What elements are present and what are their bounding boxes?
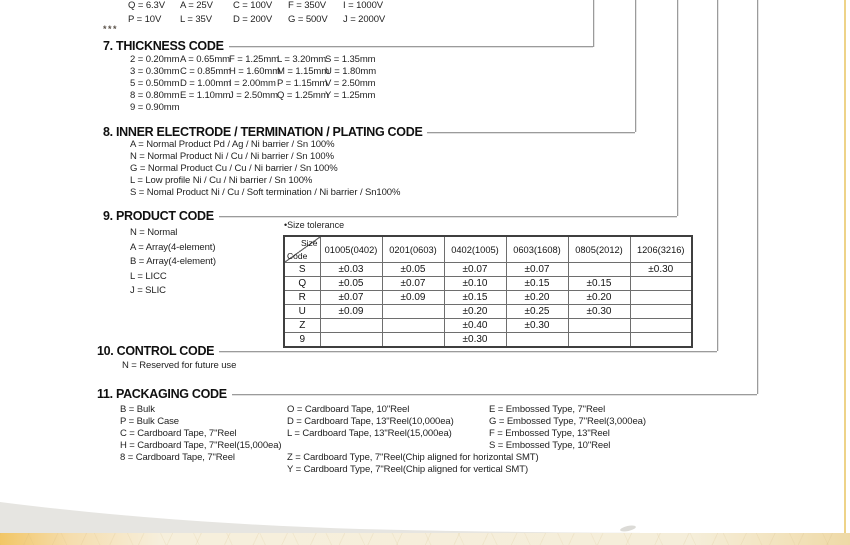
thickness-item: D = 1.00mm [180,78,232,89]
section-header-packaging [97,387,757,401]
section-title-packaging: 11. PACKAGING CODE [97,387,227,401]
table-cell: ±0.09 [320,305,382,319]
table-cell: ±0.10 [444,277,506,291]
thickness-item: F = 1.25mm [229,54,279,65]
table-row [284,263,692,277]
table-cell: ±0.05 [320,277,382,291]
thickness-item: E = 1.10mm [180,90,231,101]
control-item: N = Reserved for future use [122,360,237,371]
size-tolerance-table [283,235,693,348]
table-cell: ±0.07 [506,263,568,277]
packaging-item: Z = Cardboard Type, 7"Reel(Chip aligned for horizontal SMT) [287,452,539,463]
table-header-row [284,236,692,263]
thickness-item: Q = 1.25mm [277,90,329,101]
connector-line-control [717,0,718,351]
voltage-code-item: Q = 6.3V [128,0,165,11]
control-code-list [122,360,236,372]
row-code: S [284,263,320,277]
product-item: B = Array(4-element) [130,256,216,267]
thickness-item: C = 0.85mm [180,66,232,77]
electrode-item: L = Low profile Ni / Cu / Ni barrier / Sn 100% [130,175,313,186]
table-cell: ±0.07 [320,291,382,305]
table-corner-cell [284,236,320,263]
corner-label-code: Code [287,251,308,261]
thickness-code-list [130,54,376,114]
table-cell: ±0.05 [382,263,444,277]
table-cell: ±0.40 [444,319,506,333]
table-header-cell: 0201(0603) [382,236,444,263]
voltage-code-item: P = 10V [128,14,162,25]
thickness-item: L = 3.20mm [277,54,327,65]
page-gold-edge [844,0,846,533]
thickness-item: M = 1.15mm [277,66,330,77]
table-row [284,319,692,333]
product-item: J = SLIC [130,285,166,296]
footer-band [0,533,850,545]
packaging-col2-lower [287,452,539,476]
table-cell [382,319,444,333]
table-cell [630,305,692,319]
row-code: Z [284,319,320,333]
thickness-item: A = 0.65mm [180,54,230,65]
table-row [284,277,692,291]
thickness-row [130,90,376,102]
section-rule [232,394,757,395]
packaging-item: E = Embossed Type, 7"Reel [489,404,606,415]
table-row [284,305,692,319]
thickness-item: S = 1.35mm [325,54,376,65]
electrode-item: A = Normal Product Pd / Ag / Ni barrier / Sn 100% [130,139,335,150]
thickness-row [130,102,376,114]
section-rule [219,351,717,352]
voltage-row-2 [128,14,385,25]
table-header-cell: 0603(1608) [506,236,568,263]
thickness-row [130,78,376,90]
footer-swoosh-graphic [0,495,640,533]
section-header-electrode [103,125,635,139]
table-cell: ±0.07 [444,263,506,277]
table-header-cell: 1206(3216) [630,236,692,263]
electrode-item: G = Normal Product Cu / Cu / Ni barrier / Sn 100% [130,163,338,174]
table-cell: ±0.30 [568,305,630,319]
voltage-code-item: G = 500V [288,14,328,25]
electrode-item: N = Normal Product Ni / Cu / Ni barrier / Sn 100% [130,151,334,162]
table-cell: ±0.20 [568,291,630,305]
connector-line-packaging [757,0,758,394]
packaging-col2 [287,404,454,440]
table-cell: ±0.15 [568,277,630,291]
row-code: R [284,291,320,305]
packaging-col3 [489,404,646,452]
section-title-thickness: 7. THICKNESS CODE [103,39,224,53]
section-title-control: 10. CONTROL CODE [97,344,215,358]
table-cell: ±0.30 [444,333,506,348]
voltage-code-item: L = 35V [180,14,212,25]
thickness-item: 5 = 0.50mm [130,78,180,89]
table-row [284,291,692,305]
packaging-col1 [120,404,281,464]
section-title-electrode: 8. INNER ELECTRODE / TERMINATION / PLATING CODE [103,125,423,139]
connector-line-electrode [635,0,636,132]
table-cell: ±0.20 [506,291,568,305]
table-cell: ±0.30 [630,263,692,277]
thickness-item: J = 2.50mm [229,90,278,101]
thickness-row [130,54,376,66]
table-cell: ±0.30 [506,319,568,333]
packaging-item: S = Embossed Type, 10"Reel [489,440,611,451]
packaging-item: Y = Cardboard Type, 7"Reel(Chip aligned for vertical SMT) [287,464,529,475]
thickness-item: H = 1.60mm [229,66,281,77]
section-header-control [97,344,717,358]
thickness-item: 9 = 0.90mm [130,102,180,113]
table-cell: ±0.20 [444,305,506,319]
packaging-item: H = Cardboard Tape, 7"Reel(15,000ea) [120,440,282,451]
table-cell: ±0.09 [382,291,444,305]
voltage-row-1 [128,0,383,11]
table-cell [568,263,630,277]
section-rule [427,132,635,133]
thickness-item: 3 = 0.30mm [130,66,180,77]
packaging-item: C = Cardboard Tape, 7"Reel [120,428,237,439]
table-cell [630,319,692,333]
thickness-item: U = 1.80mm [325,66,377,77]
table-cell [630,291,692,305]
table-cell [382,305,444,319]
table-cell [630,277,692,291]
product-item: N = Normal [130,227,178,238]
thickness-row [130,66,376,78]
connector-line-thickness [593,0,594,47]
table-cell: ±0.15 [506,277,568,291]
product-item: A = Array(4-element) [130,241,216,253]
table-cell [568,319,630,333]
product-item: L = LICC [130,270,167,282]
packaging-item: P = Bulk Case [120,416,179,427]
table-cell: ±0.15 [444,291,506,305]
connector-line-product [677,0,678,216]
table-header-cell: 01005(0402) [320,236,382,263]
electrode-code-list [130,139,400,199]
thickness-item: V = 2.50mm [325,78,376,89]
section-title-product: 9. PRODUCT CODE [103,209,214,223]
thickness-item: 8 = 0.80mm [130,90,180,101]
row-code: Q [284,277,320,291]
section-header-thickness [103,39,593,53]
section-rule [229,46,593,47]
section-header-product [103,209,677,223]
thickness-item: P = 1.15mm [277,78,328,89]
row-code: U [284,305,320,319]
voltage-code-item: F = 350V [288,0,327,11]
row-code: 9 [284,333,320,348]
packaging-item: 8 = Cardboard Tape, 7"Reel [120,452,235,463]
voltage-code-item: C = 100V [233,0,273,11]
table-header-cell: 0805(2012) [568,236,630,263]
thickness-item: 2 = 0.20mm [130,54,180,65]
thickness-item: Y = 1.25mm [325,90,376,101]
packaging-item: O = Cardboard Tape, 10"Reel [287,404,410,415]
electrode-item: S = Nomal Product Ni / Cu / Soft termination / Ni barrier / Sn100% [130,187,401,198]
voltage-code-item: I = 1000V [343,0,384,11]
section-rule [219,216,677,217]
size-tolerance-label: •Size tolerance [284,220,345,230]
table-cell [320,319,382,333]
packaging-item: L = Cardboard Tape, 13"Reel(15,000ea) [287,428,452,439]
table-header-cell: 0402(1005) [444,236,506,263]
voltage-code-item: D = 200V [233,14,273,25]
table-cell: ±0.07 [382,277,444,291]
corner-label-size: Size [300,238,318,248]
packaging-item: F = Embossed Type, 13"Reel [489,428,610,439]
table-cell: ±0.03 [320,263,382,277]
footnote-stars: *** [103,24,119,34]
packaging-item: B = Bulk [120,404,155,415]
thickness-item: I = 2.00mm [229,78,276,89]
table-cell: ±0.25 [506,305,568,319]
voltage-code-item: A = 25V [180,0,213,11]
packaging-item: D = Cardboard Tape, 13"Reel(10,000ea) [287,416,454,427]
packaging-item: G = Embossed Type, 7"Reel(3,000ea) [489,416,646,427]
product-code-list [130,226,216,299]
voltage-code-item: J = 2000V [343,14,386,25]
